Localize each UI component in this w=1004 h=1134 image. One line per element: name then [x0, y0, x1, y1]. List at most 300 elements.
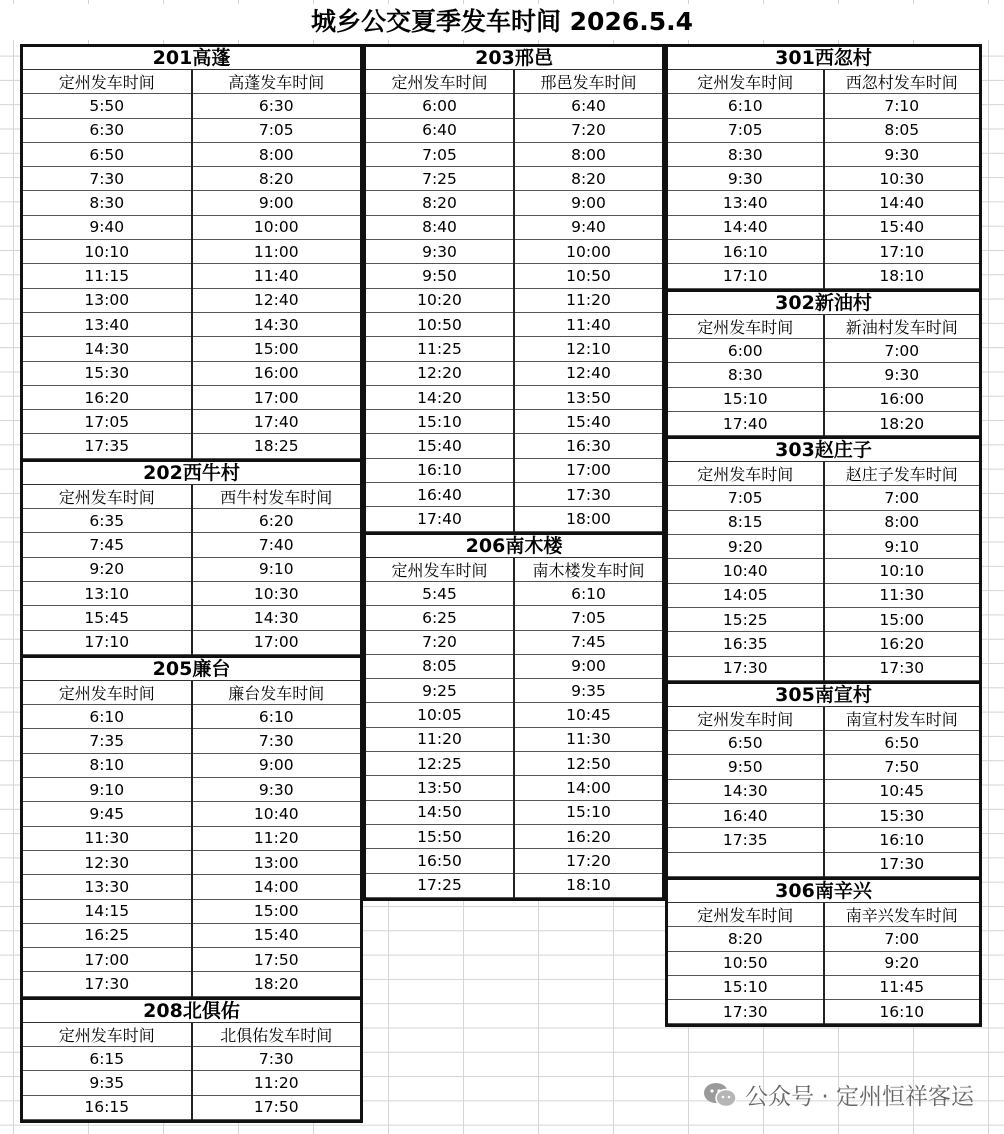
table-row: [23, 240, 360, 264]
route-title: 305南宣村: [668, 684, 979, 707]
route-title: 205廉台: [23, 658, 360, 681]
table-row: [668, 951, 979, 975]
dingzhou-departure-time: 15:10: [366, 410, 514, 434]
header-row: [366, 558, 662, 582]
dingzhou-departure-time: 9:30: [366, 240, 514, 264]
dingzhou-departure-time: 13:50: [366, 776, 514, 800]
dingzhou-departure-time: 17:30: [668, 1000, 824, 1024]
dingzhou-departure-time: 12:30: [23, 850, 192, 874]
dingzhou-departure-time: 10:10: [23, 240, 192, 264]
table-row: [366, 385, 662, 409]
header-dingzhou-departure: 定州发车时间: [668, 903, 824, 927]
dingzhou-departure-time: 17:40: [668, 411, 824, 435]
dingzhou-departure-time: 8:30: [23, 191, 192, 215]
dingzhou-departure-time: 9:35: [23, 1071, 192, 1095]
dingzhou-departure-time: 15:50: [366, 824, 514, 848]
route-title: 301西忽村: [668, 47, 979, 70]
table-row: [366, 776, 662, 800]
table-row: [23, 312, 360, 336]
village-departure-time: 11:20: [192, 826, 361, 850]
village-departure-time: 8:05: [824, 118, 980, 142]
village-departure-time: 8:20: [514, 167, 662, 191]
route-section: [665, 681, 982, 877]
table-row: [23, 705, 360, 729]
village-departure-time: 16:00: [824, 387, 980, 411]
dingzhou-departure-time: 16:50: [366, 849, 514, 873]
table-row: [23, 288, 360, 312]
dingzhou-departure-time: 7:25: [366, 167, 514, 191]
dingzhou-departure-time: 16:40: [366, 483, 514, 507]
village-departure-time: 11:45: [824, 975, 980, 999]
table-row: [366, 483, 662, 507]
dingzhou-departure-time: 13:30: [23, 875, 192, 899]
table-row: [668, 338, 979, 362]
dingzhou-departure-time: 11:20: [366, 727, 514, 751]
header-dingzhou-departure: 定州发车时间: [23, 1023, 192, 1047]
dingzhou-departure-time: 10:20: [366, 288, 514, 312]
table-row: [23, 899, 360, 923]
table-row: [366, 288, 662, 312]
table-row: [23, 802, 360, 826]
table-row: [23, 337, 360, 361]
dingzhou-departure-time: 17:40: [366, 507, 514, 531]
village-departure-time: 11:30: [824, 583, 980, 607]
timetable: [668, 315, 979, 436]
village-departure-time: 9:10: [192, 557, 361, 581]
table-row: [668, 927, 979, 951]
dingzhou-departure-time: 6:30: [23, 118, 192, 142]
dingzhou-departure-time: 17:35: [668, 828, 824, 852]
table-row: [668, 387, 979, 411]
header-row: [668, 707, 979, 731]
village-departure-time: 6:20: [192, 509, 361, 533]
route-section: [363, 532, 665, 898]
dingzhou-departure-time: 10:40: [668, 559, 824, 583]
table-row: [23, 778, 360, 802]
table-row: [23, 875, 360, 899]
table-row: [23, 215, 360, 239]
header-village-departure: 西忽村发车时间: [824, 70, 980, 94]
village-departure-time: 14:40: [824, 191, 980, 215]
table-row: [668, 804, 979, 828]
dingzhou-departure-time: 8:20: [366, 191, 514, 215]
dingzhou-departure-time: 16:20: [23, 385, 192, 409]
table-row: [23, 142, 360, 166]
village-departure-time: 7:10: [824, 94, 980, 118]
table-row: [23, 434, 360, 458]
village-departure-time: 17:30: [824, 656, 980, 680]
dingzhou-departure-time: 6:10: [668, 94, 824, 118]
table-row: [668, 535, 979, 559]
village-departure-time: 10:10: [824, 559, 980, 583]
dingzhou-departure-time: 8:15: [668, 510, 824, 534]
village-departure-time: 7:30: [192, 1046, 361, 1070]
table-row: [23, 533, 360, 557]
column-left: [20, 44, 363, 1123]
dingzhou-departure-time: 11:15: [23, 264, 192, 288]
dingzhou-departure-time: 7:05: [668, 486, 824, 510]
table-row: [366, 264, 662, 288]
table-row: [668, 975, 979, 999]
header-village-departure: 南木楼发车时间: [514, 558, 662, 582]
dingzhou-departure-time: 10:50: [366, 312, 514, 336]
village-departure-time: 10:30: [192, 581, 361, 605]
dingzhou-departure-time: 6:50: [668, 731, 824, 755]
dingzhou-departure-time: 6:50: [23, 142, 192, 166]
dingzhou-departure-time: 11:25: [366, 337, 514, 361]
table-row: [366, 703, 662, 727]
dingzhou-departure-time: 8:05: [366, 654, 514, 678]
route-title: 203邢邑: [366, 47, 662, 70]
timetable: [668, 70, 979, 289]
village-departure-time: 8:00: [824, 510, 980, 534]
table-row: [668, 240, 979, 264]
table-row: [668, 191, 979, 215]
table-row: [366, 118, 662, 142]
village-departure-time: 7:00: [824, 927, 980, 951]
table-row: [23, 850, 360, 874]
village-departure-time: 7:50: [824, 755, 980, 779]
village-departure-time: 7:30: [192, 729, 361, 753]
village-departure-time: 9:30: [824, 142, 980, 166]
dingzhou-departure-time: 14:30: [23, 337, 192, 361]
dingzhou-departure-time: 14:30: [668, 779, 824, 803]
table-row: [668, 656, 979, 680]
table-row: [23, 557, 360, 581]
header-dingzhou-departure: 定州发车时间: [23, 681, 192, 705]
village-departure-time: 9:00: [192, 191, 361, 215]
table-row: [23, 581, 360, 605]
dingzhou-departure-time: 16:10: [668, 240, 824, 264]
header-dingzhou-departure: 定州发车时间: [668, 707, 824, 731]
village-departure-time: 12:50: [514, 752, 662, 776]
dingzhou-departure-time: 13:40: [668, 191, 824, 215]
table-row: [366, 94, 662, 118]
page-title: 城乡公交夏季发车时间 2026.5.4: [0, 4, 1004, 40]
table-row: [366, 312, 662, 336]
village-departure-time: 16:20: [514, 824, 662, 848]
table-row: [23, 191, 360, 215]
dingzhou-departure-time: 6:35: [23, 509, 192, 533]
dingzhou-departure-time: 17:35: [23, 434, 192, 458]
village-departure-time: 7:45: [514, 630, 662, 654]
village-departure-time: 14:00: [514, 776, 662, 800]
dingzhou-departure-time: 8:30: [668, 142, 824, 166]
dingzhou-departure-time: 6:00: [668, 338, 824, 362]
column-middle: [363, 44, 665, 901]
village-departure-time: 17:10: [824, 240, 980, 264]
header-village-departure: 西牛村发车时间: [192, 485, 361, 509]
dingzhou-departure-time: 7:20: [366, 630, 514, 654]
dingzhou-departure-time: 8:20: [668, 927, 824, 951]
table-row: [668, 215, 979, 239]
route-section: [20, 459, 363, 655]
dingzhou-departure-time: 6:25: [366, 606, 514, 630]
dingzhou-departure-time: 9:50: [668, 755, 824, 779]
header-village-departure: 北俱佑发车时间: [192, 1023, 361, 1047]
table-row: [668, 142, 979, 166]
village-departure-time: 6:10: [192, 705, 361, 729]
dingzhou-departure-time: 7:05: [668, 118, 824, 142]
village-departure-time: 6:40: [514, 94, 662, 118]
header-dingzhou-departure: 定州发车时间: [668, 70, 824, 94]
dingzhou-departure-time: 12:20: [366, 361, 514, 385]
table-row: [366, 752, 662, 776]
table-row: [23, 167, 360, 191]
village-departure-time: 7:20: [514, 118, 662, 142]
header-dingzhou-departure: 定州发车时间: [366, 558, 514, 582]
village-departure-time: 15:10: [514, 800, 662, 824]
dingzhou-departure-time: 13:10: [23, 581, 192, 605]
timetable: [366, 558, 662, 898]
route-title: 208北俱佑: [23, 1000, 360, 1023]
route-title: 302新油村: [668, 292, 979, 315]
table-row: [23, 630, 360, 654]
table-row: [23, 826, 360, 850]
table-row: [23, 729, 360, 753]
timetable: [23, 70, 360, 459]
village-departure-time: 12:10: [514, 337, 662, 361]
table-row: [23, 753, 360, 777]
table-row: [366, 458, 662, 482]
table-row: [366, 824, 662, 848]
route-title: 206南木楼: [366, 535, 662, 558]
table-row: [366, 240, 662, 264]
timetable: [668, 707, 979, 877]
dingzhou-departure-time: 16:35: [668, 632, 824, 656]
table-row: [366, 873, 662, 897]
header-dingzhou-departure: 定州发车时间: [23, 70, 192, 94]
dingzhou-departure-time: 14:50: [366, 800, 514, 824]
header-village-departure: 南宣村发车时间: [824, 707, 980, 731]
village-departure-time: 11:00: [192, 240, 361, 264]
table-row: [366, 800, 662, 824]
village-departure-time: 10:30: [824, 167, 980, 191]
header-dingzhou-departure: 定州发车时间: [366, 70, 514, 94]
dingzhou-departure-time: 16:25: [23, 923, 192, 947]
village-departure-time: 10:40: [192, 802, 361, 826]
village-departure-time: 18:25: [192, 434, 361, 458]
village-departure-time: 17:50: [192, 1095, 361, 1119]
table-row: [366, 337, 662, 361]
dingzhou-departure-time: 8:30: [668, 363, 824, 387]
dingzhou-departure-time: 10:05: [366, 703, 514, 727]
village-departure-time: 16:20: [824, 632, 980, 656]
table-row: [366, 727, 662, 751]
dingzhou-departure-time: 9:20: [668, 535, 824, 559]
dingzhou-departure-time: 6:00: [366, 94, 514, 118]
timetable: [23, 485, 360, 655]
dingzhou-departure-time: 12:25: [366, 752, 514, 776]
table-row: [366, 507, 662, 531]
dingzhou-departure-time: 17:10: [23, 630, 192, 654]
header-village-departure: 赵庄子发车时间: [824, 462, 980, 486]
table-row: [366, 410, 662, 434]
village-departure-time: 12:40: [514, 361, 662, 385]
village-departure-time: 10:45: [824, 779, 980, 803]
village-departure-time: 17:20: [514, 849, 662, 873]
table-row: [668, 852, 979, 876]
table-row: [23, 606, 360, 630]
route-section: [665, 289, 982, 436]
table-row: [23, 972, 360, 996]
wechat-icon: [703, 1081, 737, 1109]
village-departure-time: 8:20: [192, 167, 361, 191]
route-section: [20, 655, 363, 997]
table-row: [23, 361, 360, 385]
village-departure-time: 9:30: [824, 363, 980, 387]
header-village-departure: 廉台发车时间: [192, 681, 361, 705]
village-departure-time: 18:20: [192, 972, 361, 996]
dingzhou-departure-time: 16:10: [366, 458, 514, 482]
table-row: [366, 654, 662, 678]
table-row: [23, 1071, 360, 1095]
dingzhou-departure-time: 13:40: [23, 312, 192, 336]
village-departure-time: 15:40: [824, 215, 980, 239]
table-row: [366, 142, 662, 166]
village-departure-time: 15:00: [824, 607, 980, 631]
table-row: [23, 948, 360, 972]
dingzhou-departure-time: 9:50: [366, 264, 514, 288]
route-section: [665, 877, 982, 1024]
village-departure-time: 17:00: [514, 458, 662, 482]
table-row: [668, 632, 979, 656]
village-departure-time: 15:40: [514, 410, 662, 434]
village-departure-time: 18:10: [514, 873, 662, 897]
dingzhou-departure-time: 7:35: [23, 729, 192, 753]
village-departure-time: 14:00: [192, 875, 361, 899]
table-row: [668, 828, 979, 852]
village-departure-time: 17:00: [192, 385, 361, 409]
header-row: [23, 681, 360, 705]
header-row: [23, 1023, 360, 1047]
table-row: [366, 191, 662, 215]
route-section: [665, 44, 982, 289]
header-dingzhou-departure: 定州发车时间: [23, 485, 192, 509]
dingzhou-departure-time: 5:45: [366, 581, 514, 605]
village-departure-time: 8:00: [514, 142, 662, 166]
village-departure-time: 7:40: [192, 533, 361, 557]
dingzhou-departure-time: 17:30: [668, 656, 824, 680]
watermark: [703, 1078, 974, 1111]
header-village-departure: 高蓬发车时间: [192, 70, 361, 94]
column-right: [665, 44, 982, 1027]
village-departure-time: 7:05: [192, 118, 361, 142]
village-departure-time: 6:50: [824, 731, 980, 755]
dingzhou-departure-time: 15:25: [668, 607, 824, 631]
table-row: [668, 264, 979, 288]
table-row: [366, 361, 662, 385]
table-row: [366, 679, 662, 703]
dingzhou-departure-time: 17:10: [668, 264, 824, 288]
village-departure-time: 18:20: [824, 411, 980, 435]
dingzhou-departure-time: 13:00: [23, 288, 192, 312]
village-departure-time: 10:50: [514, 264, 662, 288]
dingzhou-departure-time: 15:40: [366, 434, 514, 458]
dingzhou-departure-time: [668, 852, 824, 876]
table-row: [668, 94, 979, 118]
timetable: [668, 903, 979, 1024]
dingzhou-departure-time: 16:15: [23, 1095, 192, 1119]
village-departure-time: 17:30: [824, 852, 980, 876]
table-row: [366, 630, 662, 654]
village-departure-time: 7:00: [824, 338, 980, 362]
route-title: 202西牛村: [23, 462, 360, 485]
timetable: [23, 681, 360, 997]
dingzhou-departure-time: 17:30: [23, 972, 192, 996]
header-village-departure: 邢邑发车时间: [514, 70, 662, 94]
village-departure-time: 7:05: [514, 606, 662, 630]
route-title: 201高蓬: [23, 47, 360, 70]
dingzhou-departure-time: 9:10: [23, 778, 192, 802]
dingzhou-departure-time: 5:50: [23, 94, 192, 118]
dingzhou-departure-time: 14:15: [23, 899, 192, 923]
table-row: [23, 1095, 360, 1119]
table-row: [366, 434, 662, 458]
dingzhou-departure-time: 10:50: [668, 951, 824, 975]
route-section: [363, 44, 665, 532]
dingzhou-departure-time: 15:10: [668, 975, 824, 999]
header-dingzhou-departure: 定州发车时间: [668, 462, 824, 486]
dingzhou-departure-time: 9:40: [23, 215, 192, 239]
table-row: [366, 581, 662, 605]
village-departure-time: 11:40: [514, 312, 662, 336]
header-row: [23, 70, 360, 94]
dingzhou-departure-time: 7:05: [366, 142, 514, 166]
village-departure-time: 17:30: [514, 483, 662, 507]
table-row: [668, 779, 979, 803]
dingzhou-departure-time: 6:10: [23, 705, 192, 729]
table-row: [366, 849, 662, 873]
table-row: [668, 510, 979, 534]
village-departure-time: 17:00: [192, 630, 361, 654]
village-departure-time: 11:20: [192, 1071, 361, 1095]
table-row: [366, 215, 662, 239]
village-departure-time: 16:30: [514, 434, 662, 458]
village-departure-time: 17:40: [192, 410, 361, 434]
table-row: [668, 583, 979, 607]
dingzhou-departure-time: 9:20: [23, 557, 192, 581]
header-row: [366, 70, 662, 94]
dingzhou-departure-time: 6:40: [366, 118, 514, 142]
village-departure-time: 16:10: [824, 1000, 980, 1024]
dingzhou-departure-time: 17:00: [23, 948, 192, 972]
village-departure-time: 15:40: [192, 923, 361, 947]
village-departure-time: 14:30: [192, 312, 361, 336]
village-departure-time: 9:30: [192, 778, 361, 802]
village-departure-time: 15:30: [824, 804, 980, 828]
watermark-text: 公众号 · 定州恒祥客运: [745, 1084, 974, 1110]
village-departure-time: 9:20: [824, 951, 980, 975]
village-departure-time: 8:00: [192, 142, 361, 166]
table-row: [668, 167, 979, 191]
header-row: [668, 70, 979, 94]
table-row: [668, 755, 979, 779]
village-departure-time: 11:20: [514, 288, 662, 312]
header-row: [668, 462, 979, 486]
village-departure-time: 6:30: [192, 94, 361, 118]
village-departure-time: 16:10: [824, 828, 980, 852]
table-row: [668, 559, 979, 583]
village-departure-time: 9:00: [514, 191, 662, 215]
dingzhou-departure-time: 15:10: [668, 387, 824, 411]
table-row: [23, 118, 360, 142]
table-row: [668, 607, 979, 631]
route-section: [665, 436, 982, 681]
table-row: [668, 411, 979, 435]
route-title: 306南辛兴: [668, 880, 979, 903]
dingzhou-departure-time: 14:20: [366, 385, 514, 409]
